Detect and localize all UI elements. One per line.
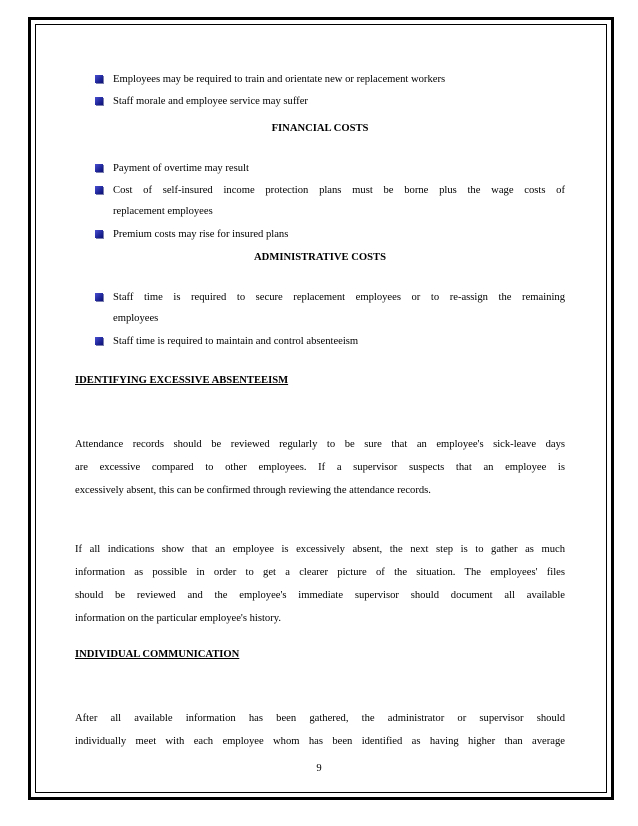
square-bullet-icon (95, 230, 103, 238)
paragraph-line: information as possible in order to get a clearer picture of the situation. The employees' files (75, 567, 565, 578)
paragraph (75, 707, 565, 753)
bullet-text: Cost of self-insured income protection plans must be borne plus the wage costs of (113, 185, 565, 196)
paragraph-line: are excessive compared to other employees. If a supervisor suspects that an employee is (75, 462, 565, 473)
bullet-text-continued: replacement employees (113, 206, 213, 217)
paragraph (75, 433, 565, 502)
page-number: 9 (316, 763, 322, 774)
square-bullet-icon (95, 164, 103, 172)
bullet-text: Employees may be required to train and orientate new or replacement workers (113, 74, 446, 85)
square-bullet-icon (95, 186, 103, 194)
identifying-absenteeism-heading: IDENTIFYING EXCESSIVE ABSENTEEISM (75, 375, 289, 386)
bullet-text: Premium costs may rise for insured plans (113, 229, 289, 240)
bullet-text: Staff time is required to maintain and control absenteeism (113, 336, 359, 347)
bullet-text: Staff time is required to secure replacement employees or to re-assign the remaining (113, 292, 565, 303)
paragraph-line: After all available information has been gathered, the administrator or supervisor should (75, 713, 565, 724)
paragraph-line: information on the particular employee's history. (75, 613, 281, 624)
bullet-text: Staff morale and employee service may suffer (113, 96, 308, 107)
administrative-costs-heading: ADMINISTRATIVE COSTS (254, 252, 386, 263)
paragraph-line: If all indications show that an employee is excessively absent, the next step is to gather as much (75, 544, 565, 555)
square-bullet-icon (95, 293, 103, 301)
square-bullet-icon (95, 337, 103, 345)
square-bullet-icon (95, 75, 103, 83)
bullet-text-continued: employees (113, 313, 159, 324)
paragraph-line: should be reviewed and the employee's immediate supervisor should document all available (75, 590, 565, 601)
bullet-text: Payment of overtime may result (113, 163, 249, 174)
financial-costs-heading: FINANCIAL COSTS (271, 123, 369, 134)
individual-communication-heading: INDIVIDUAL COMMUNICATION (75, 649, 240, 660)
paragraph-line: excessively absent, this can be confirmed through reviewing the attendance records. (75, 485, 431, 496)
page-border-inner (35, 24, 607, 793)
square-bullet-icon (95, 97, 103, 105)
paragraph-line: individually meet with each employee whom has been identified as having higher than average (75, 736, 565, 747)
paragraph-line: Attendance records should be reviewed regularly to be sure that an employee's sick-leave days (75, 439, 565, 450)
paragraph (75, 538, 565, 630)
